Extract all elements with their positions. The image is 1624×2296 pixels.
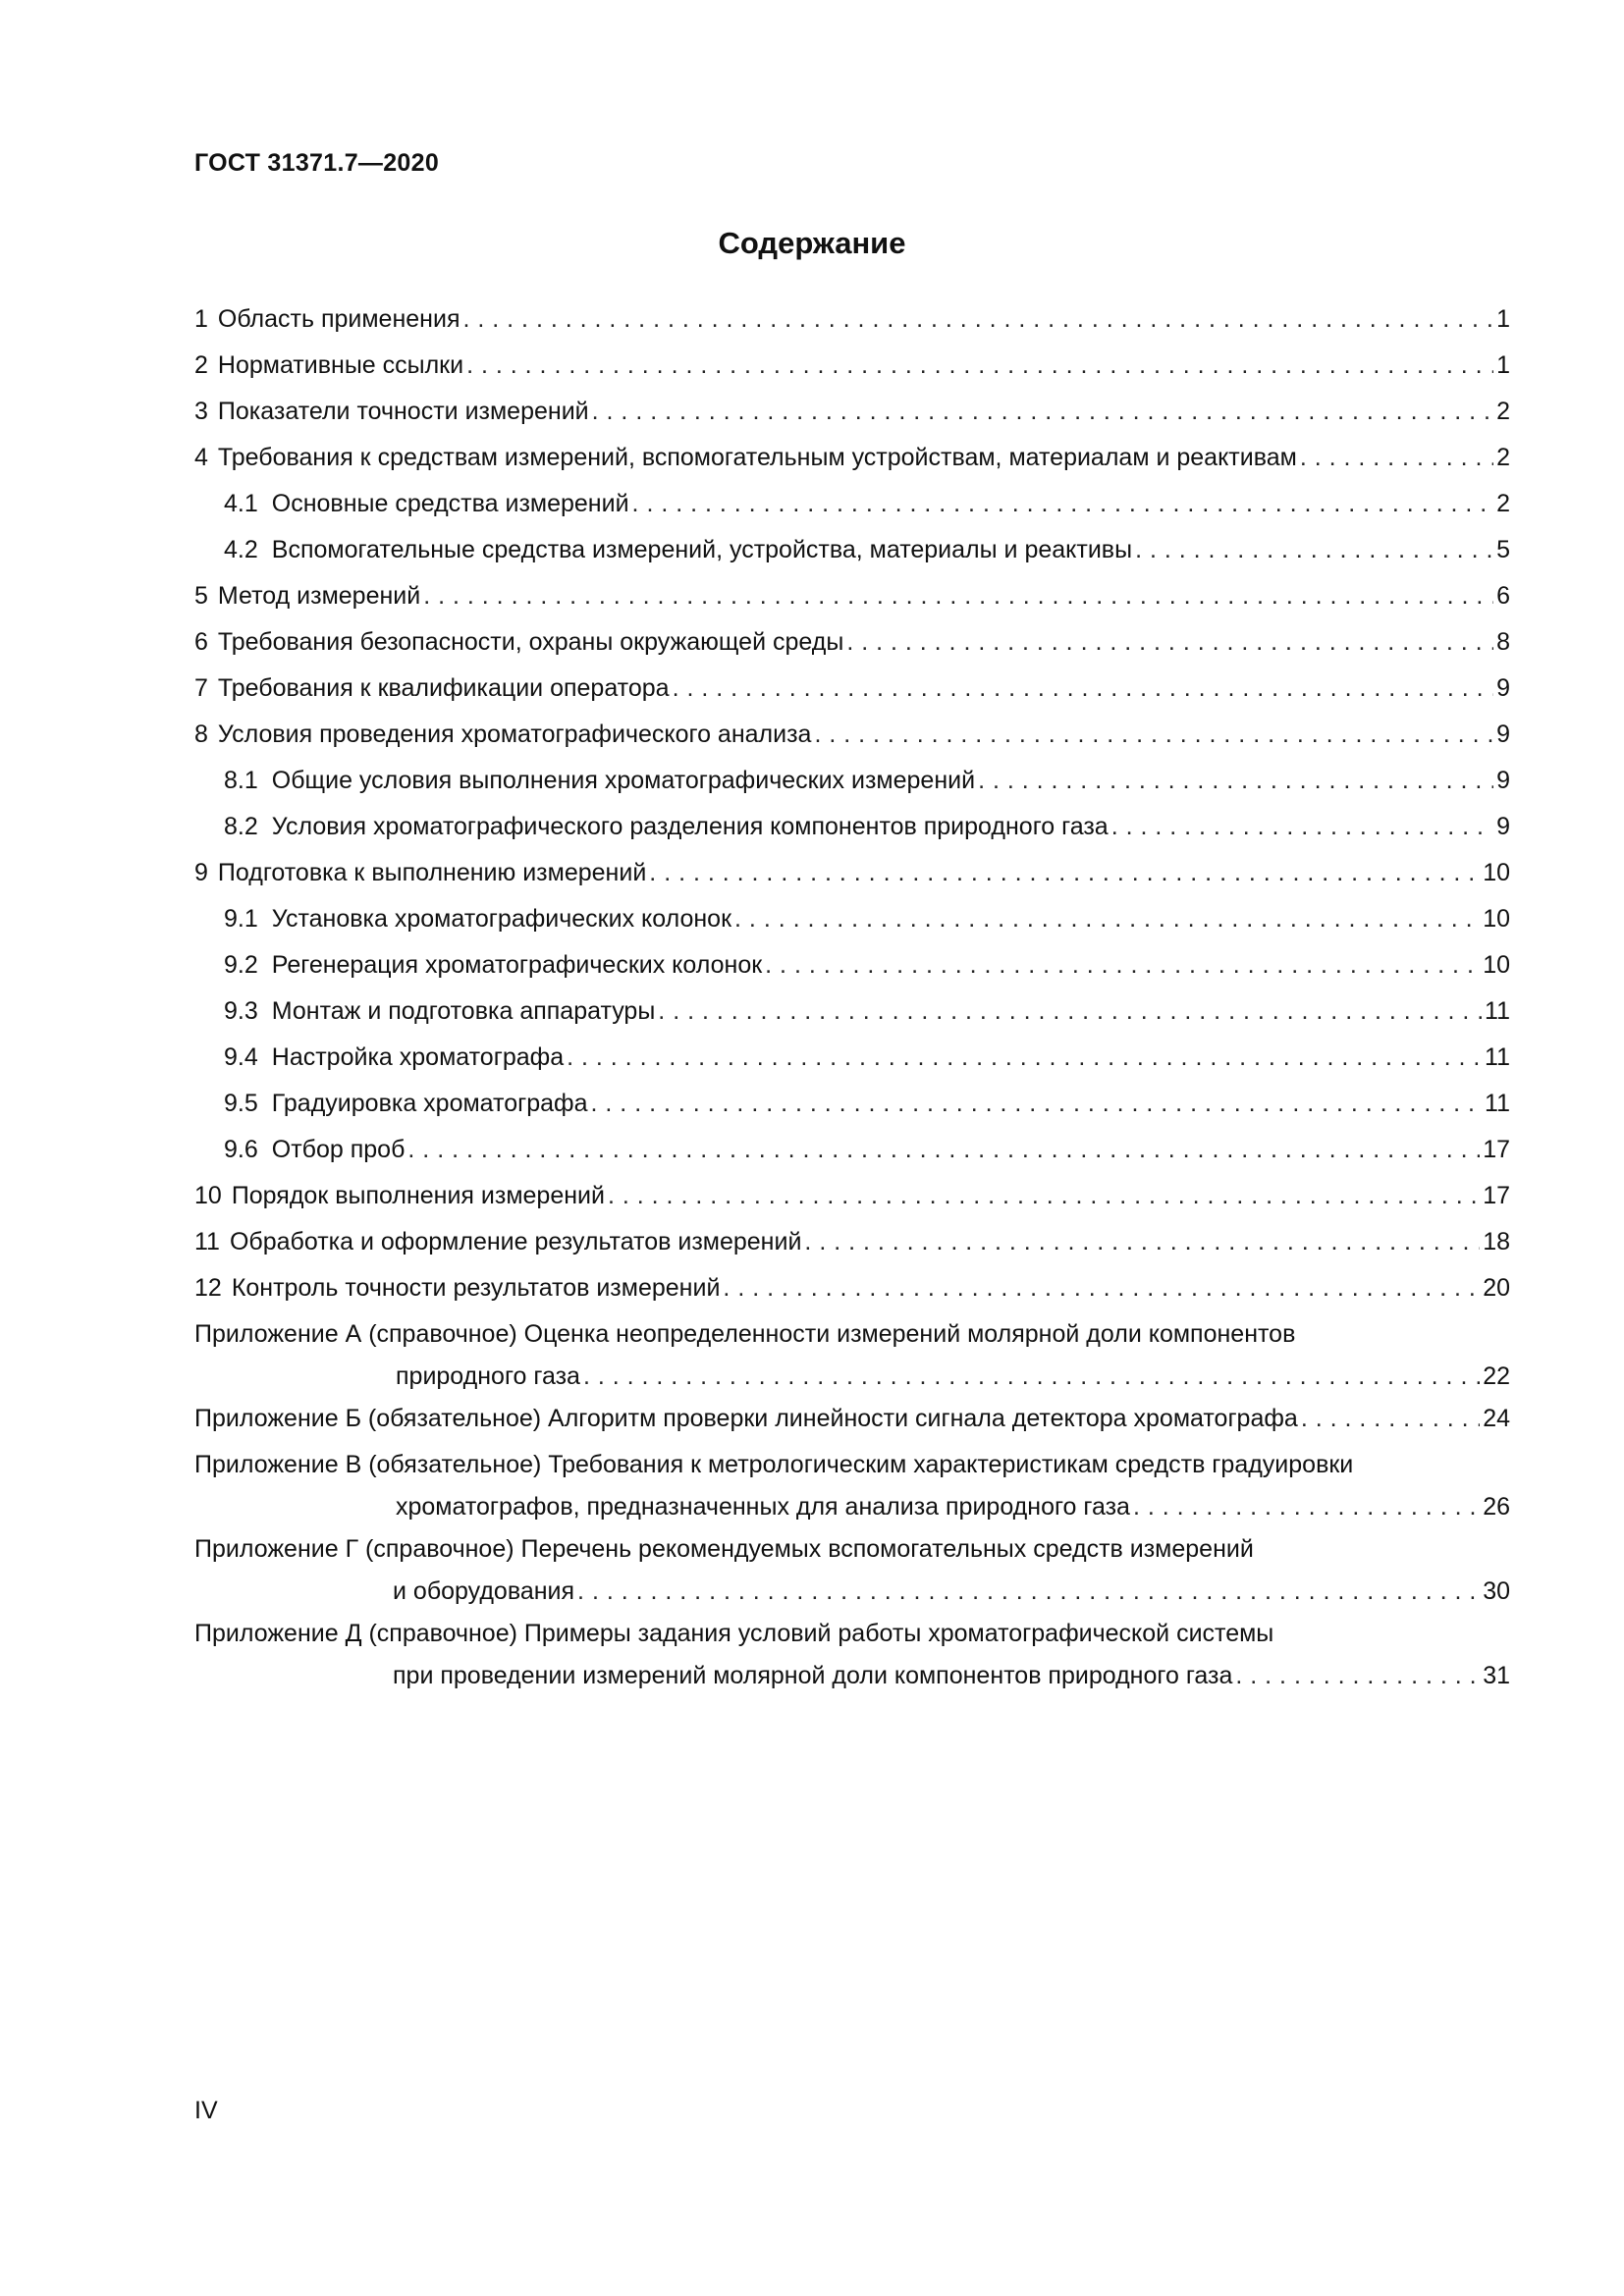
toc-entry[interactable] bbox=[194, 942, 1510, 988]
dot-leader bbox=[583, 1354, 1480, 1400]
toc-entry[interactable] bbox=[194, 804, 1510, 850]
dot-leader bbox=[577, 1569, 1480, 1615]
dot-leader bbox=[567, 1035, 1482, 1081]
annex-page: 31 bbox=[1483, 1662, 1510, 1689]
toc-entry-page: 2 bbox=[1496, 490, 1510, 517]
toc-entry[interactable] bbox=[194, 619, 1510, 666]
toc-entry-title: Регенерация хроматографических колонок bbox=[271, 951, 763, 979]
dot-leader bbox=[1135, 527, 1493, 573]
toc-entry-page: 11 bbox=[1485, 997, 1510, 1025]
toc-entry[interactable] bbox=[194, 1265, 1510, 1311]
toc-entry-number: 4 bbox=[194, 444, 208, 471]
toc-entry-title: Подготовка к выполнению измерений bbox=[217, 859, 647, 886]
toc-entry-number: 4.1 bbox=[224, 490, 258, 517]
toc-entry-number: 9.1 bbox=[224, 905, 258, 933]
toc-entry[interactable] bbox=[194, 666, 1510, 712]
dot-leader bbox=[632, 481, 1494, 527]
annex-page: 26 bbox=[1483, 1493, 1510, 1521]
toc-entry-number: 3 bbox=[194, 398, 208, 425]
toc-entry-title: Показатели точности измерений bbox=[217, 398, 589, 425]
toc-entry[interactable] bbox=[194, 435, 1510, 481]
toc-entry[interactable] bbox=[194, 1219, 1510, 1265]
toc-entry-number: 9.2 bbox=[224, 951, 258, 979]
annex-title: Приложение Д (справочное) Примеры задания условий работы хроматографической системы bbox=[194, 1620, 1274, 1647]
dot-leader bbox=[978, 758, 1493, 804]
toc-entry[interactable] bbox=[194, 389, 1510, 435]
toc-entry-number: 11 bbox=[194, 1228, 220, 1255]
toc-annex-entry[interactable] bbox=[194, 1526, 1510, 1611]
annex-title: Приложение А (справочное) Оценка неопределенности измерений молярной доли компонентов bbox=[194, 1320, 1296, 1348]
toc-annex-entry[interactable] bbox=[194, 1311, 1510, 1396]
toc-entry-page: 1 bbox=[1496, 305, 1510, 333]
toc-entry-page: 10 bbox=[1483, 905, 1510, 933]
toc-entry-title: Условия хроматографического разделения компонентов природного газа bbox=[271, 813, 1109, 840]
toc-entry-title: Контроль точности результатов измерений bbox=[231, 1274, 721, 1302]
toc-entry-page: 9 bbox=[1496, 767, 1510, 794]
toc-entry-title: Требования к квалификации оператора bbox=[217, 674, 670, 702]
annex-page: 24 bbox=[1483, 1405, 1510, 1432]
toc-entry[interactable] bbox=[194, 758, 1510, 804]
toc-entry-page: 2 bbox=[1496, 398, 1510, 425]
dot-leader bbox=[846, 619, 1493, 666]
dot-leader bbox=[1301, 1396, 1480, 1442]
dot-leader bbox=[1235, 1653, 1480, 1699]
toc-entry-title: Условия проведения хроматографического анализа bbox=[217, 721, 812, 748]
toc-entry-page: 18 bbox=[1483, 1228, 1510, 1255]
toc-entry-page: 11 bbox=[1485, 1043, 1510, 1071]
toc-entry-page: 9 bbox=[1496, 813, 1510, 840]
toc-entry[interactable] bbox=[194, 1127, 1510, 1173]
toc-entry-page: 11 bbox=[1485, 1090, 1510, 1117]
page-number: IV bbox=[194, 2097, 218, 2124]
toc-entry-title: Область применения bbox=[217, 305, 460, 333]
dot-leader bbox=[734, 896, 1480, 942]
toc-entry-number: 9.3 bbox=[224, 997, 258, 1025]
toc-entry[interactable] bbox=[194, 712, 1510, 758]
toc-entry-number: 9.6 bbox=[224, 1136, 258, 1163]
annex-title-continuation: хроматографов, предназначенных для анализа природного газа bbox=[396, 1493, 1130, 1521]
toc-entry-title: Основные средства измерений bbox=[271, 490, 629, 517]
toc-entry-page: 2 bbox=[1496, 444, 1510, 471]
toc-entry-page: 1 bbox=[1496, 351, 1510, 379]
dot-leader bbox=[1300, 435, 1493, 481]
toc-entry-title: Отбор проб bbox=[271, 1136, 406, 1163]
toc-entry-number: 9.4 bbox=[224, 1043, 258, 1071]
dot-leader bbox=[1111, 804, 1493, 850]
toc-entry-page: 5 bbox=[1496, 536, 1510, 563]
toc-entry-number: 10 bbox=[194, 1182, 222, 1209]
toc-title: Содержание bbox=[718, 226, 906, 260]
toc-entry-number: 9.5 bbox=[224, 1090, 258, 1117]
toc-entry-title: Общие условия выполнения хроматографических измерений bbox=[271, 767, 976, 794]
dot-leader bbox=[673, 666, 1494, 712]
dot-leader bbox=[591, 1081, 1483, 1127]
toc-entry-title: Порядок выполнения измерений bbox=[231, 1182, 605, 1209]
dot-leader bbox=[1133, 1484, 1480, 1530]
toc-entry-title: Нормативные ссылки bbox=[217, 351, 464, 379]
toc-entry-page: 6 bbox=[1496, 582, 1510, 610]
dot-leader bbox=[765, 942, 1480, 988]
toc-entry-title: Требования безопасности, охраны окружающей среды bbox=[217, 628, 844, 656]
dot-leader bbox=[407, 1127, 1480, 1173]
toc-entry-page: 17 bbox=[1483, 1136, 1510, 1163]
toc-entry-page: 10 bbox=[1483, 859, 1510, 886]
toc-entry-page: 10 bbox=[1483, 951, 1510, 979]
annex-title: Приложение В (обязательное) Требования к метрологическим характеристикам средств градуировки bbox=[194, 1451, 1354, 1478]
dot-leader bbox=[658, 988, 1482, 1035]
annex-page: 22 bbox=[1483, 1362, 1510, 1390]
toc-annex-entry[interactable] bbox=[194, 1396, 1510, 1442]
toc-entry-number: 8.2 bbox=[224, 813, 258, 840]
toc-entry-title: Градуировка хроматографа bbox=[271, 1090, 588, 1117]
toc-entry[interactable] bbox=[194, 988, 1510, 1035]
annex-title: Приложение Б (обязательное) Алгоритм проверки линейности сигнала детектора хроматографа bbox=[194, 1405, 1298, 1432]
toc-entry[interactable] bbox=[194, 527, 1510, 573]
toc-entry-number: 6 bbox=[194, 628, 208, 656]
dot-leader bbox=[466, 343, 1493, 389]
dot-leader bbox=[423, 573, 1493, 619]
annex-title: Приложение Г (справочное) Перечень рекомендуемых вспомогательных средств измерений bbox=[194, 1535, 1254, 1563]
annex-title-continuation: при проведении измерений молярной доли компонентов природного газа bbox=[393, 1662, 1233, 1689]
dot-leader bbox=[462, 296, 1493, 343]
toc-entry-title: Метод измерений bbox=[217, 582, 421, 610]
toc-entry-title: Обработка и оформление результатов измерений bbox=[229, 1228, 802, 1255]
toc-entry[interactable] bbox=[194, 343, 1510, 389]
toc-entry[interactable] bbox=[194, 850, 1510, 896]
toc-entry-page: 17 bbox=[1483, 1182, 1510, 1209]
toc-annex-entry[interactable] bbox=[194, 1442, 1510, 1526]
toc-entry-number: 8 bbox=[194, 721, 208, 748]
annex-title-continuation: природного газа bbox=[396, 1362, 580, 1390]
dot-leader bbox=[608, 1173, 1480, 1219]
toc-entry[interactable] bbox=[194, 481, 1510, 527]
toc-entry[interactable] bbox=[194, 896, 1510, 942]
toc-entry[interactable] bbox=[194, 1081, 1510, 1127]
dot-leader bbox=[592, 389, 1493, 435]
toc-entry-title: Вспомогательные средства измерений, устройства, материалы и реактивы bbox=[271, 536, 1133, 563]
toc-entry-number: 2 bbox=[194, 351, 208, 379]
dot-leader bbox=[814, 712, 1493, 758]
document-code: ГОСТ 31371.7—2020 bbox=[194, 149, 440, 177]
toc-entry-number: 7 bbox=[194, 674, 208, 702]
toc-entry-title: Монтаж и подготовка аппаратуры bbox=[271, 997, 656, 1025]
toc-entry-title: Настройка хроматографа bbox=[271, 1043, 565, 1071]
toc-entry-page: 20 bbox=[1483, 1274, 1510, 1302]
toc-entry-title: Требования к средствам измерений, вспомогательным устройствам, материалам и реактивам bbox=[217, 444, 1297, 471]
toc-entry-number: 8.1 bbox=[224, 767, 258, 794]
toc-entry-page: 8 bbox=[1496, 628, 1510, 656]
toc-entry[interactable] bbox=[194, 296, 1510, 343]
toc-entry-number: 1 bbox=[194, 305, 208, 333]
annex-page: 30 bbox=[1483, 1577, 1510, 1605]
dot-leader bbox=[723, 1265, 1480, 1311]
toc-entry-number: 5 bbox=[194, 582, 208, 610]
toc-entry-page: 9 bbox=[1496, 674, 1510, 702]
toc-entry[interactable] bbox=[194, 1173, 1510, 1219]
dot-leader bbox=[804, 1219, 1480, 1265]
toc-entry[interactable] bbox=[194, 573, 1510, 619]
toc-entry-number: 9 bbox=[194, 859, 208, 886]
toc-annex-entry[interactable] bbox=[194, 1611, 1510, 1695]
toc-entry-number: 4.2 bbox=[224, 536, 258, 563]
toc-entry-title: Установка хроматографических колонок bbox=[271, 905, 732, 933]
annex-title-continuation: и оборудования bbox=[393, 1577, 575, 1605]
dot-leader bbox=[649, 850, 1480, 896]
table-of-contents bbox=[194, 296, 1510, 1695]
toc-entry-number: 12 bbox=[194, 1274, 222, 1302]
toc-entry[interactable] bbox=[194, 1035, 1510, 1081]
toc-entry-page: 9 bbox=[1496, 721, 1510, 748]
